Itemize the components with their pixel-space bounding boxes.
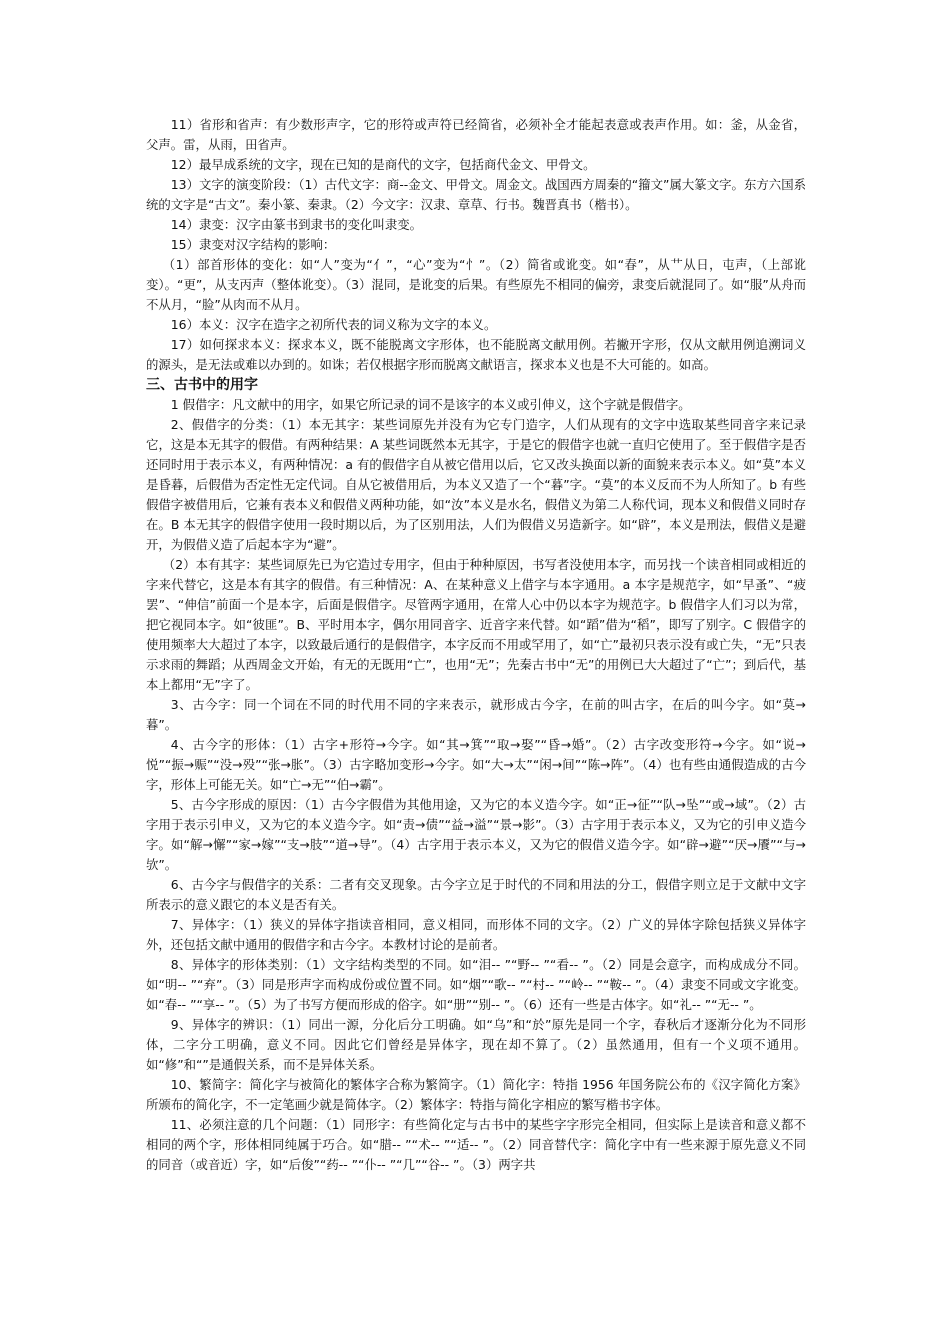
paragraph-jiajie-types: 2、假借字的分类：（1）本无其字：某些词原先并没有为它专门造字，人们从现有的文字中选取某些同音字来记录它，这是本无其字的假借。有两种结果：A 某些词既然本无其字，于是它的假借字也就一直归它使用了。至于假借字是否还同时用于表示本义，有两种情况：a 有的假借字自从被它借用以后，它又改头换面以新的面貌来表示本义。如“莫”本义是昏暮，后假借为否定性无定代词。自从它被借用后，为本义又造了一个“暮”字。“莫”的本义反而不为人所知了。b 有些假借字被借用后，它兼有表本义和假借义两种功能，如“汝”本义是水名，假借义为第二人称代词，现本义和假借义同时存在。B 本无其字的假借字使用一段时期以后，为了区别用法，人们为假借义另造新字。如“辟”，本义是刑法，假借义是避开，为假借义造了后起本字为“避”。 [146, 417, 806, 552]
paragraph-notes: 11、必须注意的几个问题：（1）同形字：有些简化定与古书中的某些字字形完全相同，但实际上是读音和意义都不相同的两个字，形体相同纯属于巧合。如“腊-- ”“术-- ”“适-- ”。（2）同音替代字：简化字中有一些来源于原先意义不同的同音（或音近）字，如“后俊”“药-- ”“仆-- ”“几”“谷-- ”。（3）两字共 [146, 1117, 806, 1172]
paragraph-13: 13）文字的演变阶段：（1）古代文字：商--金文、甲骨文。周金文。战国西方周秦的“籀文”属大篆文字。东方六国系统的文字是“古文”。秦小篆、秦隶。（2）今文字：汉隶、章草、行书。魏晋真书（楷书）。 [146, 177, 806, 212]
paragraph-gujinzi-jiajie-relation: 6、古今字与假借字的关系：二者有交叉现象。古今字立足于时代的不同和用法的分工，假借字则立足于文献中文字所表示的意义跟它的本义是否有关。 [146, 877, 806, 912]
paragraph-14: 14）隶变：汉字由篆书到隶书的变化叫隶变。 [170, 217, 422, 232]
paragraph-jiajie-definition: 1 假借字：凡文献中的用字，如果它所记录的词不是该字的本义或引伸义，这个字就是假借字。 [170, 397, 691, 412]
paragraph-fanjianzi: 10、繁简字：简化字与被简化的繁体字合称为繁简字。（1）简化字：特指 1956 年国务院公布的《汉字简化方案》所颁布的简化字，不一定笔画少就是简体字。（2）繁体字：特指与简化字相应的繁写楷书字体。 [146, 1077, 806, 1112]
paragraph-15: 15）隶变对汉字结构的影响： [170, 237, 336, 252]
paragraph-12: 12）最早成系统的文字，现在已知的是商代的文字，包括商代金文、甲骨文。 [170, 157, 596, 172]
paragraph-17: 17）如何探求本义：探求本义，既不能脱离文字形体，也不能脱离文献用例。若撇开字形，仅从文献用例追溯词义的源头，是无法或难以办到的。如诛；若仅根据字形而脱离文献语言，探求本义也是不大可能的。如高。 [146, 337, 806, 372]
paragraph-11: 11）省形和省声：有少数形声字，它的形符或声符已经简省，必须补全才能起表意或表声作用。如：釜，从金省，父声。雷，从雨，田省声。 [146, 117, 806, 152]
paragraph-gujinzi-causes: 5、古今字形成的原因：（1）古今字假借为其他用途，又为它的本义造今字。如“正→征”“队→坠”“或→域”。（2）古字用于表示引申义，又为它的本义造今字。如“责→债”“益→溢”“景→影”。（3）古字用于表示本义，又为它的引申义造今字。如“解→懈”“家→嫁”“支→肢”“道→导”。（4）古字用于表示本义，又为它的假借义造今字。如“辟→避”“厌→餍”“与→欤”。 [146, 797, 806, 872]
paragraph-yitizi: 7、异体字：（1）狭义的异体字指读音相同，意义相同，而形体不同的文字。（2）广义的异体字除包括狭义异体字外，还包括文献中通用的假借字和古今字。本教材讨论的是前者。 [146, 917, 806, 952]
paragraph-16: 16）本义：汉字在造字之初所代表的词义称为文字的本义。 [170, 317, 497, 332]
paragraph-15-detail: （1）部首形体的变化：如“人”变为“亻”，“心”变为“忄”。（2）简省或讹变。如“春”，从艹从日，屯声，（上部讹变）。“更”，从支丙声（整体讹变）。（3）混同，是讹变的后果。有些原先不相同的偏旁，隶变后就混同了。如“服”从舟而不从月，“脸”从肉而不从月。 [146, 257, 806, 312]
paragraph-yitizi-identification: 9、异体字的辨识：（1）同出一源，分化后分工明确。如“乌”和“於”原先是同一个字，春秋后才逐渐分化为不同形体，二字分工明确，意义不同。因此它们曾经是异体字，现在却不算了。（2）虽然通用，但有一个义项不通用。如“修”和“”是通假关系，而不是异体关系。 [146, 1017, 806, 1072]
document-page [146, 115, 806, 1175]
paragraph-gujinzi: 3、古今字：同一个词在不同的时代用不同的字来表示，就形成古今字，在前的叫古字，在后的叫今字。如“莫→暮”。 [146, 697, 806, 732]
paragraph-gujinzi-forms: 4、古今字的形体：（1）古字+形符→今字。如“其→箕”“取→娶”“昏→婚”。（2）古字改变形符→今字。如“说→悦”“振→赈”“没→殁”“张→胀”。（3）古字略加变形→今字。如“大→太”“闲→间”“陈→阵”。（4）也有些由通假造成的古今字，形体上可能无关。如“亡→无”“伯→霸”。 [146, 737, 806, 792]
paragraph-benyou-qizi: （2）本有其字：某些词原先已为它造过专用字，但由于种种原因，书写者没使用本字，而另找一个读音相同或相近的字来代替它，这是本有其字的假借。有三种情况：A、在某种意义上借字与本字通用。a 本字是规范字，如“早蚤”、“疲罢”、“伸信”前面一个是本字，后面是假借字。尽管两字通用，在常人心中仍以本字为规范字。b 假借字人们习以为常，把它视同本字。如“彼匪”。B、平时用本字，偶尔用同音字、近音字来代替。如“蹈”借为“稻”，即写了别字。C 假借字的使用频率大大超过了本字，以致最后通行的是假借字，本字反而不用或罕用了，如“亡”最初只表示没有或亡失，“无”只表示求雨的舞蹈；从西周金文开始，有无的无既用“亡”，也用“无”；先秦古书中“无”的用例已大大超过了“亡”；到后代，基本上都用“无”字了。 [146, 557, 806, 692]
section-heading: 三、古书中的用字 [146, 377, 258, 393]
paragraph-yitizi-forms: 8、异体字的形体类别：（1）文字结构类型的不同。如“泪-- ”“野-- ”“看-- ”。（2）同是会意字，而构成成分不同。如“明-- ”“弃”。（3）同是形声字而构成份或位置不同。如“烟”“歌-- ”“村-- ”“岭-- ”“鞍-- ”。（4）隶变不同或文字讹变。如“春-- ”“享-- ”。（5）为了书写方便而形成的俗字。如“册”“别-- ”。（6）还有一些是古体字。如“礼-- ”“无-- ”。 [146, 957, 806, 1012]
